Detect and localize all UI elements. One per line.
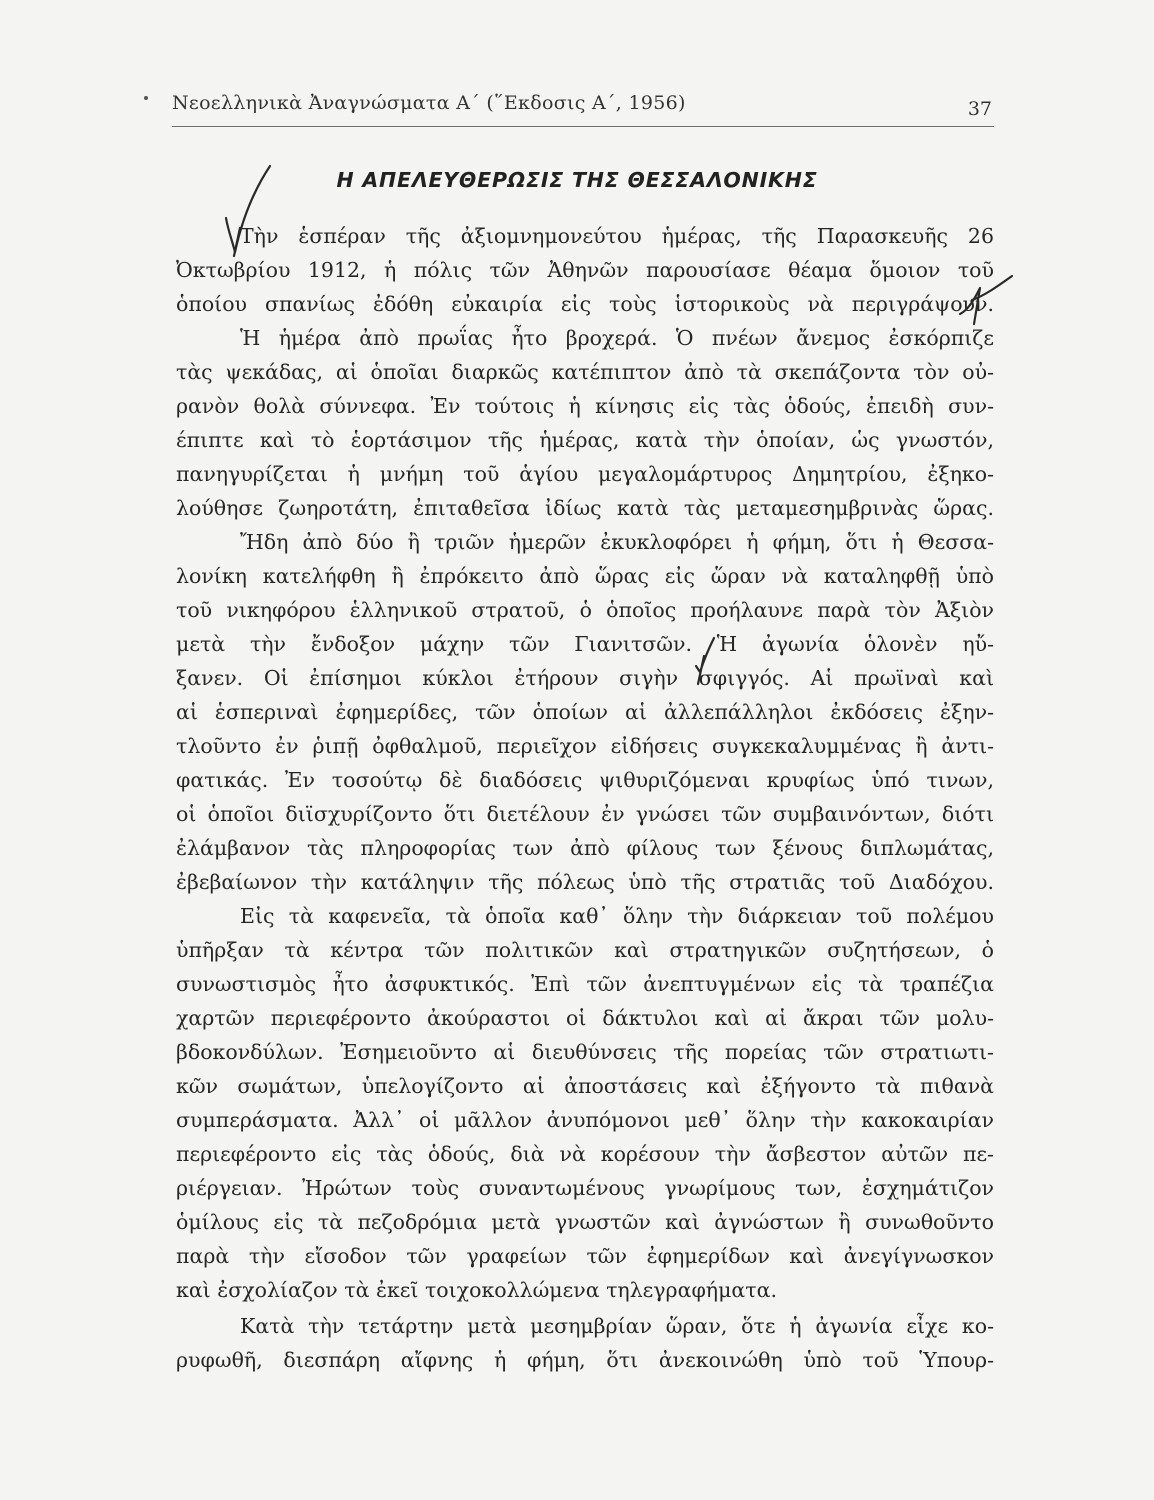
text-line: περιεφέροντο εἰς τὰς ὁδούς, διὰ νὰ κορέσουν τὴν ἄσβεστον αὐτῶν πε-: [176, 1142, 994, 1166]
text-line: Εἰς τὰ καφενεῖα, τὰ ὁποῖα καθ᾿ ὅλην τὴν διάρκειαν τοῦ πολέμου: [240, 904, 994, 928]
text-line: παρὰ τὴν εἴσοδον τῶν γραφείων τῶν ἐφημερίδων καὶ ἀνεγίγνωσκον: [176, 1244, 994, 1268]
text-line: τὰς ψεκάδας, αἱ ὁποῖαι διαρκῶς κατέπιπτον ἀπὸ τὰ σκεπάζοντα τὸν οὐ-: [176, 360, 994, 384]
text-line: έπιπτε καὶ τὸ ἑορτάσιμον τῆς ἡμέρας, κατὰ τὴν ὁποίαν, ὡς γνωστόν,: [176, 428, 994, 452]
text-line: ρυφωθῆ, διεσπάρη αἴφνης ἡ φήμη, ὅτι ἀνεκοινώθη ὑπὸ τοῦ Ὑπουρ-: [176, 1348, 994, 1372]
page-number: 37: [967, 98, 992, 120]
text-line: οἱ ὁποῖοι διϊσχυρίζοντο ὅτι διετέλουν ἐν γνώσει τῶν συμβαινόντων, διότι: [176, 802, 994, 826]
text-line: ξανεν. Οἱ ἐπίσημοι κύκλοι ἐτήρουν σιγὴν σφιγγός. Αἱ πρωϊναὶ καὶ: [176, 666, 994, 690]
text-line: αἱ ἑσπεριναὶ ἐφημερίδες, τῶν ὁποίων αἱ ἀλλεπάλληλοι ἐκδόσεις ἐξην-: [176, 700, 994, 724]
text-line: ριέργειαν. Ἠρώτων τοὺς συναντωμένους γνωρίμους των, ἐσχημάτιζον: [176, 1176, 994, 1200]
text-line: συνωστισμὸς ἦτο ἀσφυκτικός. Ἐπὶ τῶν ἀνεπτυγμένων εἰς τὰ τραπέζια: [176, 972, 994, 996]
text-line: πανηγυρίζεται ἡ μνήμη τοῦ ἁγίου μεγαλομάρτυρος Δημητρίου, ἐξηκο-: [176, 462, 994, 486]
text-line: Κατὰ τὴν τετάρτην μετὰ μεσημβρίαν ὥραν, ὅτε ἡ ἀγωνία εἶχε κο-: [240, 1314, 994, 1338]
text-line: χαρτῶν περιεφέροντο ἀκούραστοι οἱ δάκτυλοι καὶ αἱ ἄκραι τῶν μολυ-: [176, 1006, 994, 1030]
text-line: λούθησε ζωηροτάτη, ἐπιταθεῖσα ἰδίως κατὰ τὰς μεταμεσημβρινὰς ὥρας.: [176, 496, 994, 520]
text-line: λονίκη κατελήφθη ἢ ἐπρόκειτο ἀπὸ ὥρας εἰς ὥραν νὰ καταληφθῇ ὑπὸ: [176, 564, 994, 588]
text-line: βδοκονδύλων. Ἐσημειοῦντο αἱ διευθύνσεις τῆς πορείας τῶν στρατιωτι-: [176, 1040, 994, 1064]
text-line: κῶν σωμάτων, ὑπελογίζοντο αἱ ἀποστάσεις καὶ ἐξήγοντο τὰ πιθανὰ: [176, 1074, 994, 1098]
text-line: τλοῦντο ἐν ῥιπῇ ὀφθαλμοῦ, περιεῖχον εἰδήσεις συγκεκαλυμμένας ἢ ἀντι-: [176, 734, 994, 758]
text-line: Ὀκτωβρίου 1912, ἡ πόλις τῶν Ἀθηνῶν παρουσίασε θέαμα ὅμοιον τοῦ: [176, 258, 994, 282]
text-line: ἐλάμβανον τὰς πληροφορίας των ἀπὸ φίλους των ξένους διπλωμάτας,: [176, 836, 994, 860]
article-title: Η ΑΠΕΛΕΥΘΕΡΩΣΙΣ ΤΗΣ ΘΕΣΣΑΛΟΝΙΚΗΣ: [336, 168, 818, 192]
text-line: Ἤδη ἀπὸ δύο ἢ τριῶν ἡμερῶν ἐκυκλοφόρει ἡ φήμη, ὅτι ἡ Θεσσα-: [240, 530, 994, 554]
header-source: Νεοελληνικὰ Ἀναγνώσματα Α΄ (῞Εκδοσις Α΄, 1956): [172, 92, 686, 114]
text-line: Τὴν ἑσπέραν τῆς ἀξιομνημονεύτου ἡμέρας, τῆς Παρασκευῆς 26: [240, 224, 994, 248]
text-line: συμπεράσματα. Ἀλλ᾿ οἱ μᾶλλον ἀνυπόμονοι μεθ᾿ ὅλην τὴν κακοκαιρίαν: [176, 1108, 994, 1132]
text-line: ρανὸν θολὰ σύννεφα. Ἐν τούτοις ἡ κίνησις εἰς τὰς ὁδούς, ἐπειδὴ συν-: [176, 394, 994, 418]
text-line: Ἡ ἡμέρα ἀπὸ πρωΐας ἦτο βροχερά. Ὁ πνέων ἄνεμος ἐσκόρπιζε: [240, 326, 994, 350]
text-line: ὁμίλους εἰς τὰ πεζοδρόμια μετὰ γνωστῶν καὶ ἀγνώστων ἢ συνωθοῦντο: [176, 1210, 994, 1234]
text-line: ἐβεβαίωνον τὴν κατάληψιν τῆς πόλεως ὑπὸ τῆς στρατιᾶς τοῦ Διαδόχου.: [176, 870, 994, 894]
text-line: μετὰ τὴν ἔνδοξον μάχην τῶν Γιανιτσῶν. Ἡ ἀγωνία ὁλονὲν ηὔ-: [176, 632, 994, 656]
page-header: [172, 92, 994, 127]
text-line: φατικάς. Ἐν τοσούτῳ δὲ διαδόσεις ψιθυριζόμεναι κρυφίως ὑπό τινων,: [176, 768, 994, 792]
text-line: ὁποίου σπανίως ἐδόθη εὐκαιρία εἰς τοὺς ἱστορικοὺς νὰ περιγράψουν.: [176, 292, 994, 316]
scan-speck: [144, 96, 148, 100]
text-line: τοῦ νικηφόρου ἑλληνικοῦ στρατοῦ, ὁ ὁποῖος προήλαυνε παρὰ τὸν Ἀξιὸν: [176, 598, 994, 622]
text-line: ὑπῆρξαν τὰ κέντρα τῶν πολιτικῶν καὶ στρατηγικῶν συζητήσεων, ὁ: [176, 938, 994, 962]
text-line: καὶ ἐσχολίαζον τὰ ἐκεῖ τοιχοκολλώμενα τηλεγραφήματα.: [176, 1278, 777, 1302]
